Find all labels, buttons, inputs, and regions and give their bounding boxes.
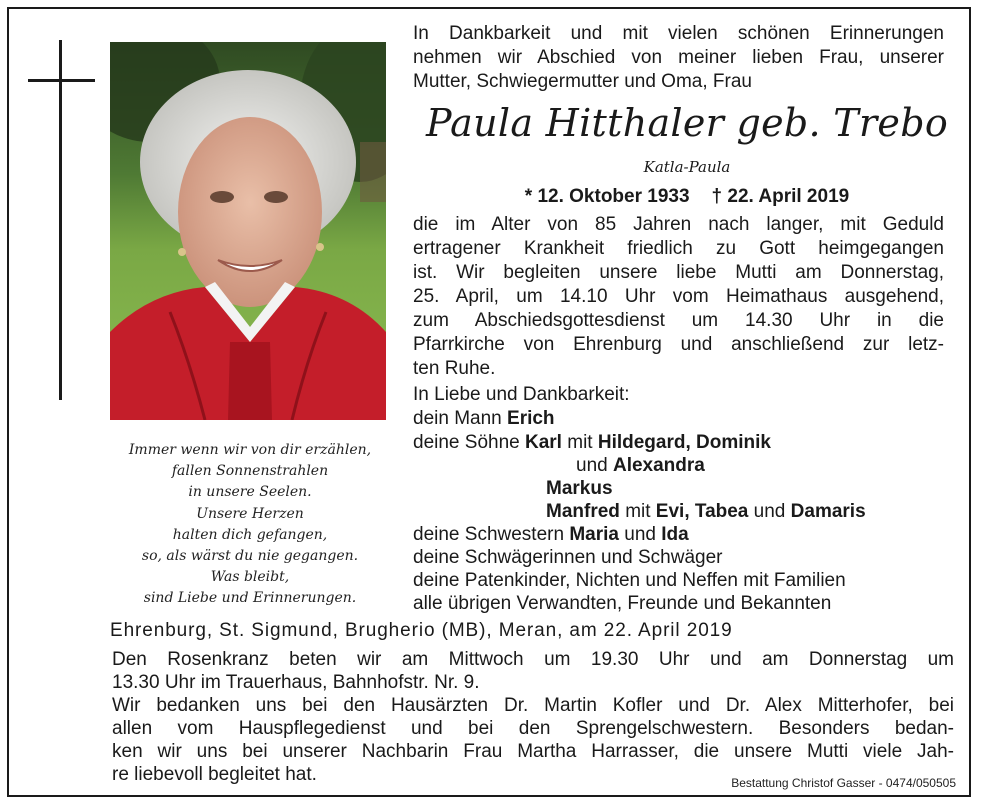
body-line: zum Abschiedsgottesdienst um 14.30 Uhr in die <box>413 310 944 331</box>
closing-line: re liebevoll begleitet hat. <box>112 764 317 785</box>
funeral-home-credit: Bestattung Christof Gasser - 0474/050505 <box>731 776 956 790</box>
poem-line: Immer wenn wir von dir erzählen, <box>128 442 372 458</box>
mourner-sons: deine Söhne Karl mit Hildegard, Dominik <box>413 432 771 453</box>
closing-line: 13.30 Uhr im Trauerhaus, Bahnhofstr. Nr. 9. <box>112 672 480 693</box>
poem-line: Unsere Herzen <box>196 505 304 522</box>
birth-date: * 12. Oktober 1933 <box>524 186 690 207</box>
deceased-name: Paula Hitthaler geb. Trebo <box>425 101 949 145</box>
mourner-son-markus: Markus <box>546 478 613 499</box>
portrait-photo <box>110 42 386 420</box>
poem-line: halten dich gefangen, <box>172 526 328 543</box>
intro-line: In Dankbarkeit und mit vielen schönen Erinnerungen <box>413 23 944 44</box>
place-and-date: Ehrenburg, St. Sigmund, Brugherio (MB), Meran, am 22. April 2019 <box>110 620 733 641</box>
closing-line: allen vom Hauspflegedienst und bei den Sprengelschwestern. Besonders bedan- <box>112 718 954 739</box>
poem-line: fallen Sonnenstrahlen <box>171 463 329 480</box>
death-date: † 22. April 2019 <box>711 186 850 207</box>
poem-line: Was bleibt, <box>210 569 290 586</box>
closing-line: Wir bedanken uns bei den Hausärzten Dr. Martin Kofler und Dr. Alex Mitterhofer, bei <box>112 695 954 716</box>
mourner-sons-cont: und Alexandra <box>576 455 705 476</box>
mourner-husband: dein Mann Erich <box>413 408 555 429</box>
deceased-nickname: Katla-Paula <box>643 158 731 176</box>
poem-line: so, als wärst du nie gegangen. <box>141 548 359 565</box>
body-line: ist. Wir begleiten unsere liebe Mutti am Donnerstag, <box>413 262 944 283</box>
life-dates <box>413 186 961 208</box>
poem-line: in unsere Seelen. <box>188 484 312 501</box>
cross-vertical-bar <box>59 40 62 400</box>
body-line: Pfarrkirche von Ehrenburg und anschließend zur letz- <box>413 334 944 355</box>
mourner-sisters: deine Schwestern Maria und Ida <box>413 524 689 545</box>
mourner-son-manfred: Manfred mit Evi, Tabea und Damaris <box>546 501 866 522</box>
closing-line: ken wir uns bei unserer Nachbarin Frau Martha Harrasser, die unsere Mutti viele Jah- <box>112 741 954 762</box>
poem-line: sind Liebe und Erinnerungen. <box>143 590 357 607</box>
body-line: ertragener Krankheit friedlich zu Gott heimgegangen <box>413 238 944 259</box>
mourners-heading: In Liebe und Dankbarkeit: <box>413 384 630 405</box>
body-line: 25. April, um 14.10 Uhr vom Heimathaus ausgehend, <box>413 286 944 307</box>
cross-horizontal-bar <box>28 79 95 82</box>
mourner-relatives: alle übrigen Verwandten, Freunde und Bekannten <box>413 593 832 614</box>
closing-line: Den Rosenkranz beten wir am Mittwoch um 19.30 Uhr und am Donnerstag um <box>112 649 954 670</box>
body-line: ten Ruhe. <box>413 358 496 379</box>
intro-line: nehmen wir Abschied von meiner lieben Frau, unserer <box>413 47 944 68</box>
body-line: die im Alter von 85 Jahren nach langer, mit Geduld <box>413 214 944 235</box>
mourner-inlaws: deine Schwägerinnen und Schwäger <box>413 547 723 568</box>
memorial-poem <box>100 440 400 610</box>
mourner-godchildren: deine Patenkinder, Nichten und Neffen mit Familien <box>413 570 846 591</box>
intro-line: Mutter, Schwiegermutter und Oma, Frau <box>413 71 752 92</box>
